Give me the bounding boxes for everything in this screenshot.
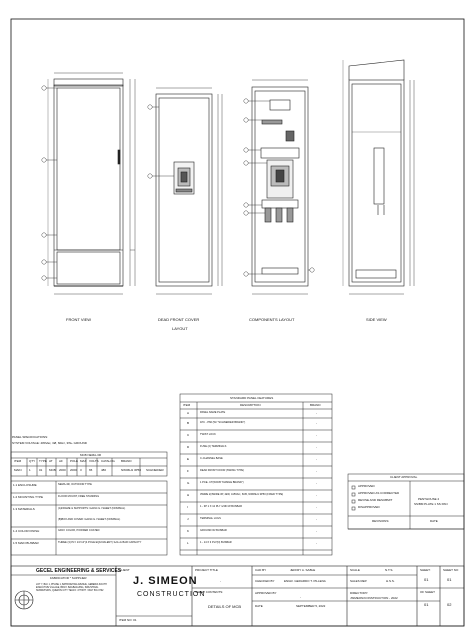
dead-front-callouts [148,105,174,178]
feature-brand: - [316,469,317,473]
feature-item: D [187,445,190,449]
sheet-border [11,19,464,626]
approval-option: REVISE AND RESUBMIT [358,498,393,502]
spec-cell: 1 [29,468,31,472]
features-header-desc: DESCRIPTION [240,403,261,407]
approval-option: APPROVED AS CORRECTED [358,491,400,495]
feature-brand: - [316,445,317,449]
client-sub: CONSTRUCTION [137,591,206,598]
feature-brand: - [316,411,317,415]
feature-desc: 1 - 14 X 3 PLY(N) BUSBAR [200,541,232,544]
sheet-no-value: 01 [447,577,452,582]
feature-item: I [187,505,188,509]
spec-item-key: 1.3 MATERIALS [13,507,35,511]
spec-header: ITEM [14,459,22,463]
spec-cell: 2000 [70,468,77,472]
of-sheet-label: OF SHEET [420,590,436,594]
feature-desc: 1 - 3P 1 X 12 PLY 1/4IN W BUSBAR [200,505,242,508]
project-title-label: PROJECT TITLE [195,568,218,572]
cad-by: JEFFRY A. SABLE [290,568,316,572]
side-view-drawing [343,60,414,294]
feature-item: K [187,529,190,533]
client-label: CLIENT [119,568,130,572]
spec-mcb-title: MCB NEMA-3R [80,453,102,457]
directory-value: JSIMEON/CONSTRUCTION - 2022 [350,596,398,600]
feature-item: C [187,433,190,437]
approval-option: DISAPPROVED [358,505,380,509]
spec-cell: MCB [49,468,56,472]
directory-label: DIRECTORY: [350,591,369,595]
feature-desc: FUSE (2) TERMINALS [200,445,227,448]
feature-desc: TWIST LOCK [200,433,216,436]
date-value: SEPTEMBER 5, 2022 [296,604,326,608]
spec-item-value: (A)FRAME & SUPPORTS: GA#14 G.I SHEET (NOMINAL) [58,507,126,510]
spec-header: TYPE [39,459,47,463]
checked-by-label: CHECKED BY [255,579,275,583]
panel-ref2: SS/BM PLATE 1 SS PAN [414,502,448,506]
project-title: - [220,579,221,583]
feature-brand: - [316,529,317,533]
feature-desc: TERMINAL LUGS [200,517,221,520]
spec-item-key: 1.2 MOUNTING TYPE [13,495,43,499]
approved-by: - [300,595,301,599]
scale-label: SCALE [350,568,360,572]
feature-brand: - [316,505,317,509]
sheet-contents-label: SHEET CONTENTS: [195,590,224,594]
feature-brand: - [316,493,317,497]
sheet-no-label: SHEET NO [443,568,459,572]
spec-item-value: FLOOR MOUNT, FREE STANDING [58,495,100,498]
cad-by-label: CAD BY [255,568,267,572]
spec-header: QTY [29,459,36,463]
dead-front-label-line2: LAYOUT [172,326,188,331]
features-header-item: ITEM [183,403,191,407]
total-sheets: 02 [447,602,452,607]
checked-by: ENGR. GERARDO T. PILLENA [284,579,326,583]
feature-desc: 1 PCE- CT(W/ICB "DAMGE BRAND") [200,481,244,484]
approval-option: APPROVED [358,484,375,488]
spec-item-value: GRAY COLOR, POWDER COATED [58,529,100,532]
feature-item: B [187,421,190,425]
dead-front-label-line1: DEAD FRONT COVER [158,317,200,322]
spec-system: SYSTEM VOLTAGE: 480Vac, 3Ø, 60Hz, 3W+ GROUND [12,441,87,445]
feature-item: F [187,469,189,473]
spec-header: MAX [80,459,87,463]
side-view-label: SIDE VIEW [366,317,387,322]
feature-desc: C-CHANNEL BASE [200,457,223,460]
feature-brand: - [316,481,317,485]
spec-header: VOLTS [89,459,99,463]
features-table-title: STANDARD PANEL FEATURES [230,396,274,400]
spec-cell: 480 [101,468,107,472]
spec-item-key: 1.1 ENCLOSURE [13,483,37,487]
feature-item: G [187,481,190,485]
company-sub: FABRICATOR * SUPPLIER [50,576,87,580]
spec-item-key: 1.5 MAIN BUSBAR [13,541,39,545]
feature-desc: 3WIRE 2(3WIRE 3P, 4kW, 415VAC, 6CB, NW06H1 3P50 (FIXED TYPE) [200,493,284,496]
sales-value: H.S.S. [386,579,395,583]
spec-header: BRAND [121,459,132,463]
panel-ref: PENTHOUSE 2 [418,497,440,501]
spec-cell: 65 [89,468,93,472]
spec-cell: NW06H1 3P50 [121,468,142,472]
company-name: GECEL ENGINEERING & SERVICES [36,568,122,574]
spec-header: AF [59,459,63,463]
spec-item-value: NEMA-3R, OUTDOOR TYPE [58,483,92,486]
dead-front-drawing [156,88,222,294]
spec-title: PANEL SPECIFICATIONS: [12,435,48,439]
spec-cell: 3 [80,468,82,472]
feature-desc: DEAD FRONT DOOR (SWING TYPE) [200,469,244,472]
components-drawing [252,80,308,294]
feature-brand: - [316,421,317,425]
feature-item: A [187,411,190,415]
front-view-callouts [42,86,57,280]
of-sheet-value: 01 [424,602,429,607]
sheet-value: 01 [424,577,429,582]
spec-header: CATALOG [101,459,115,463]
client-approval-title: CLIENT APPROVAL [390,475,418,479]
feature-item: E [187,457,190,461]
feature-brand: - [316,517,317,521]
feature-item: L [187,541,189,545]
feature-brand: - [316,433,317,437]
spec-item-value: THREE (3) PLY 1/4"x4"(4 POLE EQUIVALENT) 3+N+G BAR CAPACITY [58,541,142,544]
spec-item-value: (B)BOX AND COVER: GA#14 G.I SHEET (NOMINAL) [58,518,121,521]
client-name: J. SIMEON [133,575,198,587]
spec-item-key: 1.4 COLOR FINISH [13,529,40,533]
sales-label: SALES REP. [350,579,368,583]
scale-value: N.T.S. [385,568,394,572]
spec-cell: 01 [39,468,43,472]
company-address: LOT 7, BLK 1, PHASE 1, BATRINGHAN AVENUE, GEBERIA SOUTH EXECUTIVE VILLAGE, BRGY. BAGBAGUING, INDUSTRIAL SUBDIVISION, QUEZON CITY TELNO: 4773677 / 0917 501 0702 [36,584,107,592]
approved-by-label: APPROVED BY [255,591,277,595]
front-view-drawing [48,73,135,294]
feature-desc: PANEL NAME PLATE [200,411,226,414]
item-no: ITEM NO: 01 [119,618,137,622]
feature-item: J [187,517,189,521]
feature-brand: - [316,457,317,461]
revisions-date: DATE [430,519,438,523]
front-view-label: FRONT VIEW [66,317,92,322]
spec-header: POLE [70,459,79,463]
feature-item: H [187,493,190,497]
spec-cell: SCHNEIDER [146,468,164,472]
revisions-label: REVISIONS: [372,519,390,523]
features-header-brand: BRAND [310,403,321,407]
date-label: DATE [255,604,263,608]
spec-cell: MAIN [14,468,22,472]
components-label: COMPONENTS LAYOUT [249,317,295,322]
feature-desc: 1PC - PMI (W/ "SCHNEIDER BRAND") [200,421,246,424]
spec-header: AT [49,459,53,463]
feature-desc: GROUND W/ BUSBAR [200,529,227,532]
spec-cell: 2000 [59,468,66,472]
feature-brand: - [316,541,317,545]
sheet-label: SHEET: [420,568,431,572]
sheet-contents: DETAILS OF MCB [208,604,242,609]
